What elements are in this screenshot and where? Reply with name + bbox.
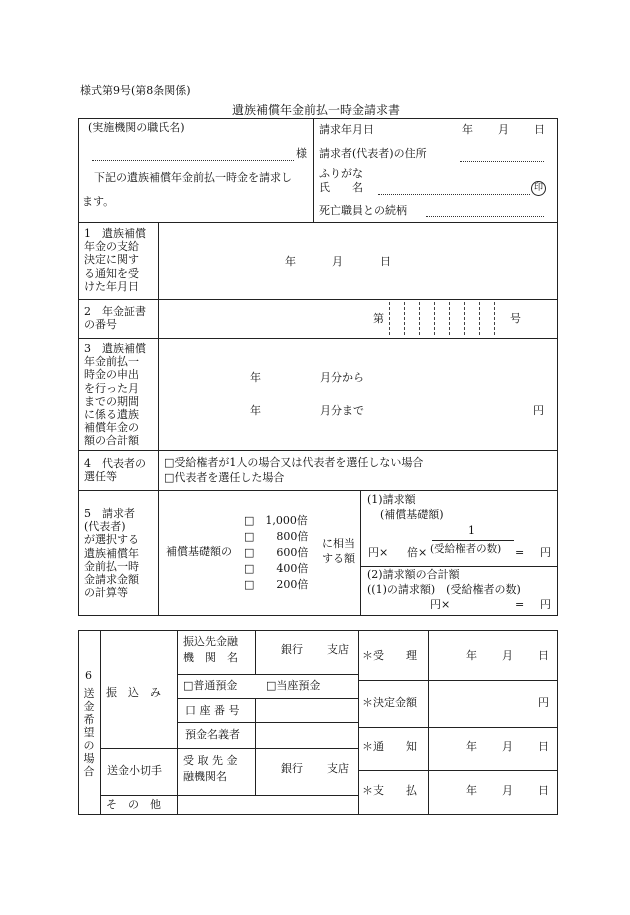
row-divider [78,450,558,451]
address-line[interactable] [460,161,544,162]
receipt-year: 年 [466,649,477,662]
name-label: 氏 名 [319,181,363,194]
row1-label: 1 遺族補償 年金の支給 決定に関す る通知を受 けた年月日 [84,227,146,293]
row4-label: 4 代表者の 選任等 [84,457,146,484]
notice-day: 日 [538,740,549,753]
digit-box-divider [419,302,420,335]
receipt-day: 日 [538,649,549,662]
notice-label: ＊通 知 [362,740,417,753]
equivalent-line2: する額 [322,552,355,565]
option-representative[interactable]: □代表者を選任した場合 [164,471,285,484]
name-line[interactable] [378,194,530,195]
multiplier-400[interactable]: □ 400倍 [244,562,309,575]
payment-day: 日 [538,784,549,797]
bank-label-line2: 機 関 名 [183,651,238,664]
decided-amount-label: ＊決定金額 [362,696,417,709]
row1-month-unit: 月 [332,255,343,268]
calc1-title: (1)請求額 [367,493,416,506]
calc2-yen-times: 円× [430,598,451,611]
calc1-sub: (補償基礎額) [380,508,444,521]
relation-label: 死亡職員との続柄 [319,204,407,217]
furikomi-label: 振 込 み [106,686,161,699]
relation-line[interactable] [426,216,544,217]
row1-day-unit: 日 [380,255,391,268]
to-year-unit: 年 [250,404,261,417]
row-divider [358,680,558,681]
remittance-vertical-label: 送 金 希 望 の 場 合 [83,687,95,778]
column-divider [255,698,256,795]
calc1-yen-times: 円× [368,546,389,559]
date-year-unit: 年 [462,123,473,136]
digit-box-divider [479,302,480,335]
row-divider [78,338,558,339]
option-single-or-none[interactable]: □受給権者が1人の場合又は代表者を選任しない場合 [164,456,424,469]
row-divider [100,795,358,796]
calc2-result-yen: 円 [540,598,551,611]
recv-label-line1: 受 取 先 金 [183,754,238,767]
account-number-label: 口 座 番 号 [185,704,240,717]
calc1-result-yen: 円 [540,546,551,559]
row3-label: 3 遺族補償 年金前払一 時金の申出 を行った月 までの期間 に係る遺族 補償年金の 額の合計額 [84,342,146,448]
row-divider [78,222,558,223]
row-divider [78,490,558,491]
from-month-unit: 月分から [320,371,364,384]
row-divider [177,674,358,675]
fraction-bar [432,540,514,541]
bank-shiten: 支店 [327,643,349,656]
calc-column-divider [360,490,361,616]
bank-label-line1: 振込先金融 [183,635,238,648]
from-year-unit: 年 [250,371,261,384]
digit-box-divider [404,302,405,335]
certificate-go: 号 [510,312,521,325]
ordinary-deposit-option[interactable]: □普通預金 [183,679,238,692]
column-divider [255,630,256,674]
notice-year: 年 [466,740,477,753]
column-divider [428,630,429,815]
furigana-label: ふりがな [319,167,363,180]
remittance-check-label: 送金小切手 [107,764,162,777]
row2-label: 2 年金証書 の番号 [84,305,146,332]
equivalent-line1: に相当 [322,537,355,550]
row-divider [177,722,358,723]
multiplier-600[interactable]: □ 600倍 [244,546,309,559]
notice-month: 月 [502,740,513,753]
fraction-numerator: 1 [468,524,475,537]
row3-yen-unit: 円 [533,404,544,417]
recv-ginko: 銀行 [281,762,303,775]
checking-deposit-option[interactable]: □当座預金 [266,679,321,692]
request-date-label: 請求年月日 [319,123,374,136]
account-holder-label: 預金名義者 [185,728,240,741]
decided-amount-yen: 円 [538,696,549,709]
digit-box-divider [449,302,450,335]
row-divider [78,299,558,300]
row-divider [177,698,358,699]
section-number-6: 6 [85,669,92,682]
request-text-line2: ます。 [82,195,115,208]
calc1-bai-times: 倍× [407,546,428,559]
digit-box-divider [389,302,390,335]
calc2-title: (2)請求額の合計額 [367,568,460,581]
row1-year-unit: 年 [285,255,296,268]
calc1-equals: = [515,546,525,559]
digit-box-divider [494,302,495,335]
seal-mark: 印 [531,181,546,196]
calc2-equals: = [515,598,525,611]
form-number-label: 様式第9号(第8条関係) [80,84,191,97]
column-divider [100,630,101,815]
row-divider [358,727,558,728]
certificate-dai: 第 [373,312,384,325]
digit-box-divider [464,302,465,335]
recv-shiten: 支店 [327,762,349,775]
fraction-denominator: (受給権者の数) [430,543,502,555]
payment-year: 年 [466,784,477,797]
payment-month: 月 [502,784,513,797]
header-divider [313,118,314,222]
agency-name-line[interactable] [92,160,294,161]
base-amount-label: 補償基礎額の [166,545,232,558]
main-form-table [78,118,558,616]
payment-label: ＊支 払 [362,784,417,797]
column-divider [358,630,359,815]
multiplier-1000[interactable]: □ 1,000倍 [244,514,308,527]
date-day-unit: 日 [534,123,545,136]
request-text-line1: 下記の遺族補償年金前払一時金を請求し [94,171,292,184]
row-divider [100,748,358,749]
document-title: 遺族補償年金前払一時金請求書 [232,103,401,117]
date-month-unit: 月 [498,123,509,136]
address-label: 請求者(代表者)の住所 [319,147,427,160]
digit-box-divider [434,302,435,335]
calc-divider [360,566,558,567]
agency-label: (実施機関の職氏名) [88,121,185,134]
row-divider [358,770,558,771]
multiplier-800[interactable]: □ 800倍 [244,530,309,543]
row5-label: 5 請求者 (代表者) が選択する 遺族補償年 金前払一時 金請求金額 の計算等 [84,507,139,600]
receipt-label: ＊受 理 [362,649,417,662]
label-column-divider [158,222,159,616]
multiplier-200[interactable]: □ 200倍 [244,578,309,591]
receipt-month: 月 [502,649,513,662]
to-month-unit: 月分まで [320,404,364,417]
bank-ginko: 銀行 [281,643,303,656]
recv-label-line2: 融機関名 [183,770,227,783]
other-label: そ の 他 [106,798,161,811]
calc2-sub: ((1)の請求額) (受給権者の数) [367,583,521,596]
sama-label: 様 [296,147,307,160]
